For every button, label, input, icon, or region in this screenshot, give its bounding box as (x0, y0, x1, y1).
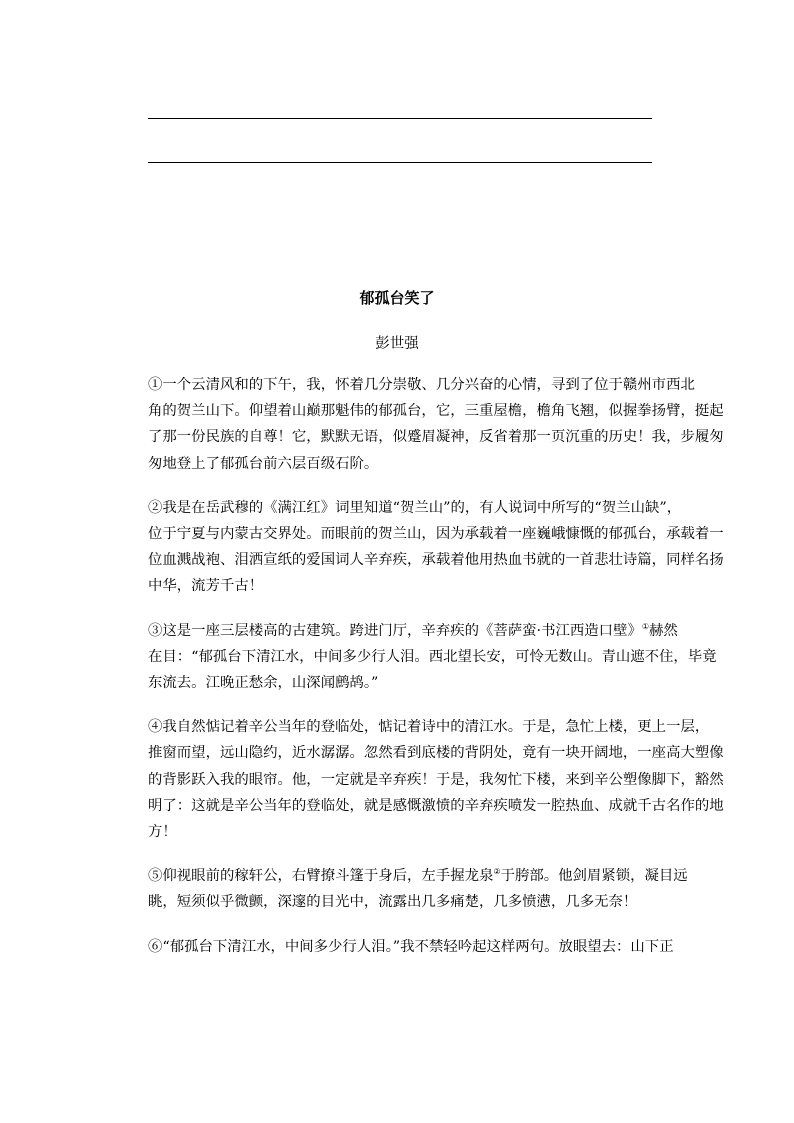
text-line: 东流去。江晚正愁余，山深闻鹧鸪。” (148, 675, 379, 692)
text-line: 推窗而望，远山隐约，近水潺潺。忽然看到底楼的背阴处，竟有一块开阔地，一座高大塑像 (148, 745, 724, 762)
text-line: 位于宁夏与内蒙古交界处。而眼前的贺兰山，因为承载着一座巍峨慷慨的郁孤台，承载着一 (148, 526, 724, 543)
text-line: 中华，流芳千古！ (148, 578, 264, 595)
text-line: 位血溅战袍、泪洒宣纸的爱国词人辛弃疾，承载着他用热血书就的一首悲壮诗篇，同样名扬 (148, 552, 724, 569)
text-segment: 赫然 (649, 622, 678, 639)
text-line: ⑥“郁孤台下清江水，中间多少行人泪。”我不禁轻吟起这样两句。放眼望去：山下正 (148, 938, 674, 955)
answer-line-2 (148, 162, 652, 163)
text-line: 角的贺兰山下。仰望着山巅那魁伟的郁孤台，它，三重屋檐，檐角飞翘，似握拳扬臂，挺起 (148, 403, 724, 420)
paragraph-2 (148, 495, 724, 600)
answer-line-1 (148, 118, 652, 119)
paragraph-3 (148, 618, 717, 697)
text-line: 在目：“郁孤台下清江水，中间多少行人泪。西北望长安，可怜无数山。青山遮不住，毕竟 (148, 648, 717, 665)
footnote-marker: ② (493, 867, 501, 877)
text-line: 方！ (148, 824, 177, 841)
text-line: 匆地登上了郁孤台前六层百级石阶。 (148, 455, 379, 472)
text-line: ④我自然惦记着辛公当年的登临处，惦记着诗中的清江水。于是，急忙上楼，更上一层， (148, 719, 710, 736)
footnote-marker: ① (641, 621, 650, 631)
text-line: 的背影跃入我的眼帘。他，一定就是辛弃疾！于是，我匆忙下楼，来到辛公塑像脚下，豁然 (148, 771, 724, 788)
text-line (148, 618, 680, 644)
article-author: 彭世强 (375, 336, 419, 352)
text-line: 了那一份民族的自尊！它，默默无语，似蹙眉凝神，反省着那一页沉重的历史！我，步履匆 (148, 429, 724, 446)
text-segment: ⑤仰视眼前的稼轩公，右臂撩斗篷于身后，左手握龙泉 (148, 868, 494, 885)
paragraph-1 (148, 372, 724, 477)
text-line: 眺，短须似乎微颤，深邃的目光中，流露出几多痛楚，几多愤懑，几多无奈！ (148, 894, 638, 911)
text-line: 明了：这就是辛公当年的登临处，就是感慨激愤的辛弃疾喷发一腔热血、成就千古名作的地 (148, 797, 724, 814)
paragraph-4 (148, 714, 724, 845)
article-title: 郁孤台笑了 (359, 289, 435, 307)
article-body (148, 372, 724, 978)
text-line: ②我是在岳武穆的《满江红》词里知道“贺兰山”的，有人说词中所写的“贺兰山缺”， (148, 499, 682, 516)
text-line: ①一个云清风和的下午，我，怀着几分崇敬、几分兴奋的心情，寻到了位于赣州市西北 (148, 377, 695, 393)
text-segment: ③这是一座三层楼高的古建筑。跨进门厅，辛弃疾的《菩萨蛮·书江西造口壁》 (148, 622, 642, 639)
text-segment: 于胯部。他剑眉紧锁，凝目远 (500, 868, 688, 885)
text-line (148, 863, 688, 889)
paragraph-6 (148, 934, 680, 960)
paragraph-5 (148, 863, 688, 915)
